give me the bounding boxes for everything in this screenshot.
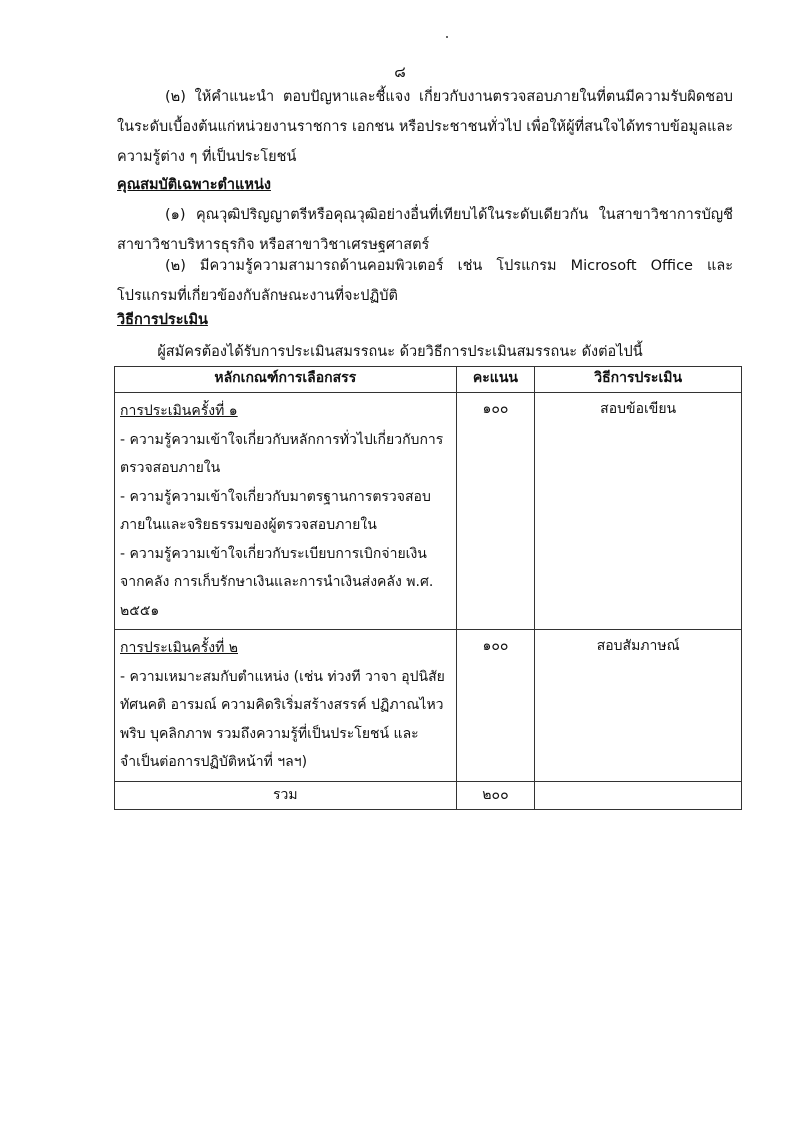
- qualification-item-2: (๒) มีความรู้ความสามารถด้านคอมพิวเตอร์ เช่น โปรแกรม Microsoft Office และโปรแกรมที่เกี่ยวข้องกับลักษณะงานที่จะปฏิบัติ: [117, 258, 733, 304]
- qualifications-heading: คุณสมบัติเฉพาะตำแหน่ง: [117, 177, 271, 193]
- table-header-row: [115, 367, 742, 393]
- criteria-cell: [115, 630, 457, 782]
- method-cell: [535, 393, 742, 630]
- method-cell: [535, 630, 742, 782]
- qualification-item-1: (๑) คุณวุฒิปริญญาตรีหรือคุณวุฒิอย่างอื่นที่เทียบได้ในระดับเดียวกัน ในสาขาวิชาการบัญชี สาขาวิชาบริหารธุรกิจ หรือสาขาวิชาเศรษฐศาสตร์: [117, 207, 733, 253]
- criteria-cell: [115, 393, 457, 630]
- table-total-row: [115, 781, 742, 809]
- criteria-item: - ความรู้ความเข้าใจเกี่ยวกับมาตรฐานการตรวจสอบภายในและจริยธรรมของผู้ตรวจสอบภายใน: [120, 488, 431, 533]
- score-value: ๑๐๐: [482, 401, 509, 417]
- evaluation-table: [114, 366, 742, 810]
- header-score: คะแนน: [456, 367, 535, 393]
- evaluation-intro: ผู้สมัครต้องได้รับการประเมินสมรรถนะ ด้วยวิธีการประเมินสมรรถนะ ดังต่อไปนี้: [157, 344, 643, 360]
- round-title: การประเมินครั้งที่ ๑: [120, 403, 238, 419]
- duty-item-2: (๒) ให้คำแนะนำ ตอบปัญหาและชี้แจง เกี่ยวกับงานตรวจสอบภายในที่ตนมีความรับผิดชอบในระดับเบื้องต้นแก่หน่วยงานราชการ เอกชน หรือประชาชนทั่วไป เพื่อให้ผู้ที่สนใจได้ทราบข้อมูลและความรู้ต่าง ๆ ที่เป็นประโยชน์: [117, 89, 733, 165]
- method-value: สอบข้อเขียน: [600, 401, 677, 417]
- page-number: ๘: [394, 63, 406, 81]
- table-row: [115, 630, 742, 782]
- table-row: [115, 393, 742, 630]
- evaluation-heading: วิธีการประเมิน: [117, 312, 208, 328]
- score-cell: [456, 393, 535, 630]
- total-method-empty: [535, 781, 742, 809]
- total-score: ๒๐๐: [456, 781, 535, 809]
- round-title: การประเมินครั้งที่ ๒: [120, 640, 238, 656]
- header-method: วิธีการประเมิน: [535, 367, 742, 393]
- method-value: สอบสัมภาษณ์: [596, 638, 680, 654]
- scan-speck: [446, 36, 448, 38]
- score-cell: [456, 630, 535, 782]
- score-value: ๑๐๐: [482, 638, 509, 654]
- total-label: รวม: [115, 781, 457, 809]
- criteria-item: - ความรู้ความเข้าใจเกี่ยวกับระเบียบการเบิกจ่ายเงินจากคลัง การเก็บรักษาเงินและการนำเงินส่งคลัง พ.ศ. ๒๕๕๑: [120, 545, 434, 619]
- header-criteria: หลักเกณฑ์การเลือกสรร: [115, 367, 457, 393]
- criteria-item: - ความรู้ความเข้าใจเกี่ยวกับหลักการทั่วไปเกี่ยวกับการตรวจสอบภายใน: [120, 431, 444, 476]
- criteria-item: - ความเหมาะสมกับตำแหน่ง (เช่น ท่วงที วาจา อุปนิสัย ทัศนคติ อารมณ์ ความคิดริเริ่มสร้างสรรค์ ปฏิภาณไหวพริบ บุคลิกภาพ รวมถึงความรู้ที่เป็นประโยชน์ และจำเป็นต่อการปฏิบัติหน้าที่ ฯลฯ): [120, 668, 445, 770]
